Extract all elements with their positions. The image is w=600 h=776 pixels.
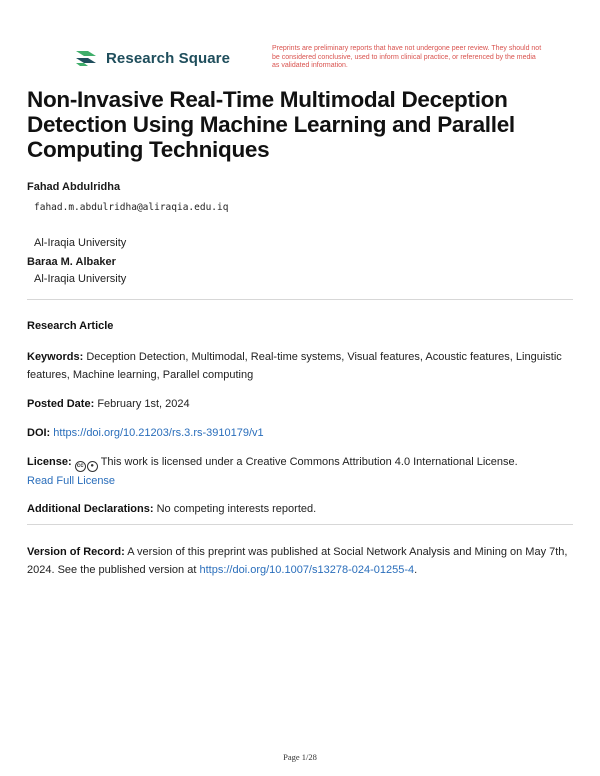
article-type: Research Article <box>27 320 114 332</box>
doi-link[interactable]: https://doi.org/10.21203/rs.3.rs-3910179/v1 <box>53 427 264 439</box>
posted-date-value: February 1st, 2024 <box>97 398 190 410</box>
license-label: License: <box>27 456 72 468</box>
paper-title: Non-Invasive Real-Time Multimodal Deception Detection Using Machine Learning and Parallel Computing Techniques <box>27 87 515 162</box>
period: . <box>414 564 418 576</box>
posted-date-label: Posted Date: <box>27 398 95 410</box>
research-square-logo-icon <box>74 48 98 68</box>
doi <box>27 424 573 442</box>
version-of-record-text: A version of this preprint was published at Social Network Analysis and Mining on May 7th, 2024. See the published version at <box>27 546 568 576</box>
declarations-label: Additional Declarations: <box>27 503 154 515</box>
research-square-logo[interactable] <box>74 48 230 68</box>
logo-text: Research Square <box>106 49 231 67</box>
author-name: Fahad Abdulridha <box>27 181 121 193</box>
license-text: This work is licensed under a Creative Commons Attribution 4.0 International License. <box>100 456 518 468</box>
author-name: Baraa M. Albaker <box>27 256 116 268</box>
additional-declarations <box>27 500 573 518</box>
author-email[interactable]: fahad.m.abdulridha@aliraqia.edu.iq <box>34 202 229 213</box>
divider <box>27 299 573 300</box>
doi-label: DOI: <box>27 427 51 439</box>
keywords <box>27 348 573 384</box>
author-affiliation: Al-Iraqia University <box>34 237 127 249</box>
keywords-value: Deception Detection, Multimodal, Real-time systems, Visual features, Acoustic features, Linguistic features, Machine learning, Parallel computing <box>27 351 562 381</box>
posted-date <box>27 395 573 413</box>
creative-commons-icon: cc ● <box>75 461 98 472</box>
declarations-value: No competing interests reported. <box>156 503 317 515</box>
read-full-license-link[interactable]: Read Full License <box>27 475 116 487</box>
divider <box>27 524 573 525</box>
published-version-link[interactable]: https://doi.org/10.1007/s13278-024-01255-4 <box>199 564 415 576</box>
version-of-record-label: Version of Record: <box>27 546 125 558</box>
page-number: Page 1/28 <box>283 752 317 762</box>
keywords-label: Keywords: <box>27 351 84 363</box>
author-affiliation: Al-Iraqia University <box>34 273 127 285</box>
license <box>27 453 573 490</box>
version-of-record <box>27 543 573 579</box>
preprint-disclaimer: Preprints are preliminary reports that have not undergone peer review. They should not be considered conclusive, used to inform clinical practice, or referenced by the media as validated information. <box>272 45 542 70</box>
